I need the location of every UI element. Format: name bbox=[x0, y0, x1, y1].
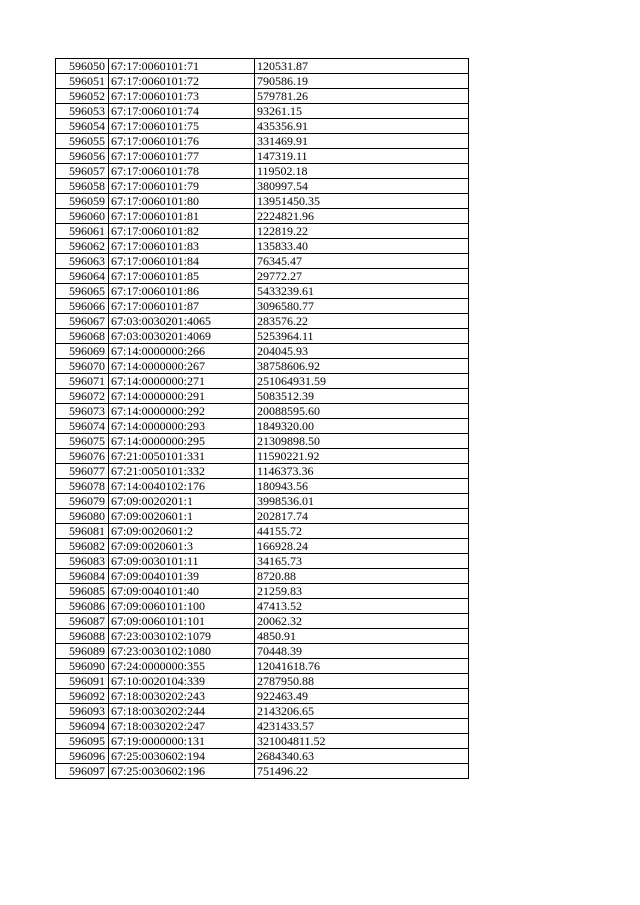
amount-cell: 122819.22 bbox=[255, 224, 469, 239]
row-id-cell: 596061 bbox=[56, 224, 109, 239]
row-id-cell: 596076 bbox=[56, 449, 109, 464]
cadastral-number-cell: 67:25:0030602:196 bbox=[109, 764, 255, 779]
table-row bbox=[56, 449, 469, 464]
cadastral-number-cell: 67:14:0000000:292 bbox=[109, 404, 255, 419]
cadastral-number-cell: 67:21:0050101:331 bbox=[109, 449, 255, 464]
amount-cell: 20088595.60 bbox=[255, 404, 469, 419]
table-row bbox=[56, 509, 469, 524]
table-row bbox=[56, 329, 469, 344]
amount-cell: 93261.15 bbox=[255, 104, 469, 119]
cadastral-number-cell: 67:14:0040102:176 bbox=[109, 479, 255, 494]
row-id-cell: 596083 bbox=[56, 554, 109, 569]
cadastral-number-cell: 67:17:0060101:75 bbox=[109, 119, 255, 134]
amount-cell: 13951450.35 bbox=[255, 194, 469, 209]
table-row bbox=[56, 254, 469, 269]
table-row bbox=[56, 719, 469, 734]
row-id-cell: 596097 bbox=[56, 764, 109, 779]
cadastral-number-cell: 67:09:0040101:39 bbox=[109, 569, 255, 584]
row-id-cell: 596093 bbox=[56, 704, 109, 719]
row-id-cell: 596078 bbox=[56, 479, 109, 494]
table-row bbox=[56, 689, 469, 704]
cadastral-number-cell: 67:17:0060101:85 bbox=[109, 269, 255, 284]
cadastral-number-cell: 67:14:0000000:295 bbox=[109, 434, 255, 449]
table-row bbox=[56, 614, 469, 629]
table-row bbox=[56, 344, 469, 359]
table-row bbox=[56, 659, 469, 674]
table-body bbox=[56, 59, 469, 779]
amount-cell: 5433239.61 bbox=[255, 284, 469, 299]
amount-cell: 3096580.77 bbox=[255, 299, 469, 314]
amount-cell: 12041618.76 bbox=[255, 659, 469, 674]
row-id-cell: 596085 bbox=[56, 584, 109, 599]
table-row bbox=[56, 359, 469, 374]
cadastral-number-cell: 67:17:0060101:78 bbox=[109, 164, 255, 179]
row-id-cell: 596053 bbox=[56, 104, 109, 119]
table-row bbox=[56, 284, 469, 299]
cadastral-number-cell: 67:18:0030202:244 bbox=[109, 704, 255, 719]
row-id-cell: 596054 bbox=[56, 119, 109, 134]
table-row bbox=[56, 59, 469, 74]
amount-cell: 2143206.65 bbox=[255, 704, 469, 719]
amount-cell: 20062.32 bbox=[255, 614, 469, 629]
row-id-cell: 596064 bbox=[56, 269, 109, 284]
amount-cell: 5083512.39 bbox=[255, 389, 469, 404]
row-id-cell: 596079 bbox=[56, 494, 109, 509]
amount-cell: 380997.54 bbox=[255, 179, 469, 194]
cadastral-number-cell: 67:14:0000000:293 bbox=[109, 419, 255, 434]
amount-cell: 1146373.36 bbox=[255, 464, 469, 479]
amount-cell: 44155.72 bbox=[255, 524, 469, 539]
row-id-cell: 596080 bbox=[56, 509, 109, 524]
table-row bbox=[56, 419, 469, 434]
cadastral-number-cell: 67:18:0030202:243 bbox=[109, 689, 255, 704]
row-id-cell: 596075 bbox=[56, 434, 109, 449]
amount-cell: 2787950.88 bbox=[255, 674, 469, 689]
amount-cell: 4231433.57 bbox=[255, 719, 469, 734]
amount-cell: 751496.22 bbox=[255, 764, 469, 779]
cadastral-number-cell: 67:23:0030102:1079 bbox=[109, 629, 255, 644]
cadastral-number-cell: 67:17:0060101:81 bbox=[109, 209, 255, 224]
row-id-cell: 596095 bbox=[56, 734, 109, 749]
table-row bbox=[56, 494, 469, 509]
table-row bbox=[56, 314, 469, 329]
amount-cell: 21259.83 bbox=[255, 584, 469, 599]
cadastral-number-cell: 67:09:0020201:1 bbox=[109, 494, 255, 509]
amount-cell: 435356.91 bbox=[255, 119, 469, 134]
amount-cell: 4850.91 bbox=[255, 629, 469, 644]
row-id-cell: 596068 bbox=[56, 329, 109, 344]
row-id-cell: 596062 bbox=[56, 239, 109, 254]
cadastral-number-cell: 67:19:0000000:131 bbox=[109, 734, 255, 749]
table-row bbox=[56, 224, 469, 239]
row-id-cell: 596087 bbox=[56, 614, 109, 629]
table-row bbox=[56, 539, 469, 554]
table-row bbox=[56, 524, 469, 539]
cadastral-number-cell: 67:17:0060101:71 bbox=[109, 59, 255, 74]
cadastral-number-cell: 67:25:0030602:194 bbox=[109, 749, 255, 764]
table-row bbox=[56, 134, 469, 149]
amount-cell: 180943.56 bbox=[255, 479, 469, 494]
row-id-cell: 596059 bbox=[56, 194, 109, 209]
cadastral-number-cell: 67:17:0060101:82 bbox=[109, 224, 255, 239]
table-row bbox=[56, 749, 469, 764]
cadastral-number-cell: 67:09:0060101:100 bbox=[109, 599, 255, 614]
row-id-cell: 596086 bbox=[56, 599, 109, 614]
cadastral-number-cell: 67:17:0060101:77 bbox=[109, 149, 255, 164]
amount-cell: 76345.47 bbox=[255, 254, 469, 269]
row-id-cell: 596082 bbox=[56, 539, 109, 554]
cadastral-number-cell: 67:14:0000000:267 bbox=[109, 359, 255, 374]
row-id-cell: 596092 bbox=[56, 689, 109, 704]
amount-cell: 321004811.52 bbox=[255, 734, 469, 749]
amount-cell: 120531.87 bbox=[255, 59, 469, 74]
row-id-cell: 596081 bbox=[56, 524, 109, 539]
cadastral-number-cell: 67:09:0030101:11 bbox=[109, 554, 255, 569]
cadastral-number-cell: 67:17:0060101:87 bbox=[109, 299, 255, 314]
table-row bbox=[56, 299, 469, 314]
row-id-cell: 596070 bbox=[56, 359, 109, 374]
amount-cell: 135833.40 bbox=[255, 239, 469, 254]
cadastral-number-cell: 67:17:0060101:72 bbox=[109, 74, 255, 89]
table-row bbox=[56, 764, 469, 779]
table-row bbox=[56, 404, 469, 419]
amount-cell: 3998536.01 bbox=[255, 494, 469, 509]
cadastral-number-cell: 67:03:0030201:4069 bbox=[109, 329, 255, 344]
row-id-cell: 596091 bbox=[56, 674, 109, 689]
row-id-cell: 596056 bbox=[56, 149, 109, 164]
amount-cell: 5253964.11 bbox=[255, 329, 469, 344]
row-id-cell: 596090 bbox=[56, 659, 109, 674]
cadastral-number-cell: 67:09:0020601:2 bbox=[109, 524, 255, 539]
table-row bbox=[56, 629, 469, 644]
table-row bbox=[56, 599, 469, 614]
row-id-cell: 596077 bbox=[56, 464, 109, 479]
table-row bbox=[56, 149, 469, 164]
amount-cell: 29772.27 bbox=[255, 269, 469, 284]
amount-cell: 204045.93 bbox=[255, 344, 469, 359]
table-row bbox=[56, 479, 469, 494]
table-row bbox=[56, 374, 469, 389]
amount-cell: 283576.22 bbox=[255, 314, 469, 329]
table-row bbox=[56, 89, 469, 104]
amount-cell: 202817.74 bbox=[255, 509, 469, 524]
table-row bbox=[56, 644, 469, 659]
table-row bbox=[56, 734, 469, 749]
cadastral-number-cell: 67:21:0050101:332 bbox=[109, 464, 255, 479]
table-row bbox=[56, 239, 469, 254]
row-id-cell: 596088 bbox=[56, 629, 109, 644]
amount-cell: 47413.52 bbox=[255, 599, 469, 614]
amount-cell: 119502.18 bbox=[255, 164, 469, 179]
cadastral-number-cell: 67:17:0060101:83 bbox=[109, 239, 255, 254]
cadastral-number-cell: 67:10:0020104:339 bbox=[109, 674, 255, 689]
row-id-cell: 596069 bbox=[56, 344, 109, 359]
amount-cell: 579781.26 bbox=[255, 89, 469, 104]
row-id-cell: 596050 bbox=[56, 59, 109, 74]
row-id-cell: 596051 bbox=[56, 74, 109, 89]
table-row bbox=[56, 104, 469, 119]
table-row bbox=[56, 209, 469, 224]
cadastral-number-cell: 67:09:0060101:101 bbox=[109, 614, 255, 629]
row-id-cell: 596071 bbox=[56, 374, 109, 389]
cadastral-number-cell: 67:17:0060101:86 bbox=[109, 284, 255, 299]
cadastral-number-cell: 67:23:0030102:1080 bbox=[109, 644, 255, 659]
table-row bbox=[56, 179, 469, 194]
cadastral-number-cell: 67:17:0060101:76 bbox=[109, 134, 255, 149]
row-id-cell: 596066 bbox=[56, 299, 109, 314]
table-row bbox=[56, 704, 469, 719]
amount-cell: 21309898.50 bbox=[255, 434, 469, 449]
table-row bbox=[56, 389, 469, 404]
row-id-cell: 596072 bbox=[56, 389, 109, 404]
cadastral-number-cell: 67:18:0030202:247 bbox=[109, 719, 255, 734]
row-id-cell: 596094 bbox=[56, 719, 109, 734]
amount-cell: 251064931.59 bbox=[255, 374, 469, 389]
cadastral-number-cell: 67:17:0060101:80 bbox=[109, 194, 255, 209]
amount-cell: 2684340.63 bbox=[255, 749, 469, 764]
cadastral-number-cell: 67:24:0000000:355 bbox=[109, 659, 255, 674]
data-table bbox=[55, 58, 469, 779]
cadastral-number-cell: 67:09:0020601:1 bbox=[109, 509, 255, 524]
row-id-cell: 596060 bbox=[56, 209, 109, 224]
table-row bbox=[56, 434, 469, 449]
amount-cell: 922463.49 bbox=[255, 689, 469, 704]
row-id-cell: 596084 bbox=[56, 569, 109, 584]
amount-cell: 34165.73 bbox=[255, 554, 469, 569]
table-row bbox=[56, 164, 469, 179]
table-row bbox=[56, 74, 469, 89]
table-row bbox=[56, 674, 469, 689]
table-row bbox=[56, 554, 469, 569]
amount-cell: 38758606.92 bbox=[255, 359, 469, 374]
amount-cell: 11590221.92 bbox=[255, 449, 469, 464]
table-row bbox=[56, 584, 469, 599]
row-id-cell: 596096 bbox=[56, 749, 109, 764]
table-row bbox=[56, 464, 469, 479]
amount-cell: 2224821.96 bbox=[255, 209, 469, 224]
cadastral-number-cell: 67:17:0060101:74 bbox=[109, 104, 255, 119]
cadastral-number-cell: 67:14:0000000:271 bbox=[109, 374, 255, 389]
cadastral-number-cell: 67:17:0060101:79 bbox=[109, 179, 255, 194]
row-id-cell: 596067 bbox=[56, 314, 109, 329]
amount-cell: 8720.88 bbox=[255, 569, 469, 584]
cadastral-number-cell: 67:09:0040101:40 bbox=[109, 584, 255, 599]
table-row bbox=[56, 119, 469, 134]
row-id-cell: 596089 bbox=[56, 644, 109, 659]
cadastral-number-cell: 67:09:0020601:3 bbox=[109, 539, 255, 554]
amount-cell: 147319.11 bbox=[255, 149, 469, 164]
table-row bbox=[56, 569, 469, 584]
amount-cell: 331469.91 bbox=[255, 134, 469, 149]
row-id-cell: 596052 bbox=[56, 89, 109, 104]
amount-cell: 790586.19 bbox=[255, 74, 469, 89]
cadastral-number-cell: 67:14:0000000:291 bbox=[109, 389, 255, 404]
amount-cell: 166928.24 bbox=[255, 539, 469, 554]
amount-cell: 70448.39 bbox=[255, 644, 469, 659]
cadastral-number-cell: 67:17:0060101:84 bbox=[109, 254, 255, 269]
cadastral-number-cell: 67:14:0000000:266 bbox=[109, 344, 255, 359]
row-id-cell: 596058 bbox=[56, 179, 109, 194]
row-id-cell: 596063 bbox=[56, 254, 109, 269]
row-id-cell: 596057 bbox=[56, 164, 109, 179]
amount-cell: 1849320.00 bbox=[255, 419, 469, 434]
cadastral-number-cell: 67:03:0030201:4065 bbox=[109, 314, 255, 329]
row-id-cell: 596055 bbox=[56, 134, 109, 149]
row-id-cell: 596074 bbox=[56, 419, 109, 434]
cadastral-number-cell: 67:17:0060101:73 bbox=[109, 89, 255, 104]
row-id-cell: 596073 bbox=[56, 404, 109, 419]
table-row bbox=[56, 269, 469, 284]
table-row bbox=[56, 194, 469, 209]
row-id-cell: 596065 bbox=[56, 284, 109, 299]
